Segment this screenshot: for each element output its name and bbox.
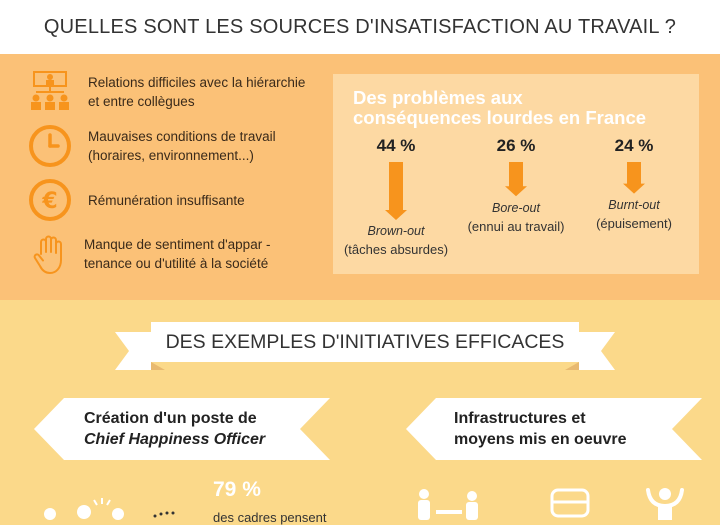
stats-title-line2: conséquences lourdes en France: [353, 107, 647, 128]
cheering-person-icon: [640, 486, 690, 520]
stat-burnt-out-arrow: [623, 162, 645, 194]
happy-people-icon: [36, 496, 146, 520]
stat-brown-out-pct: 44 %: [376, 136, 416, 155]
stat-brown-out: [341, 136, 451, 257]
dotted-arrow-icon: [152, 508, 182, 520]
stat-bore-out-sub: (ennui au travail): [467, 219, 565, 234]
banner-left-line2: Chief Happiness Officer: [84, 431, 266, 448]
bottom-pct: 79 %: [213, 478, 261, 501]
reason-salary: [28, 178, 245, 222]
hierarchy-people-icon: [28, 70, 72, 114]
sofa-icon: [550, 488, 590, 520]
raised-hand-icon: [28, 232, 72, 276]
stat-burnt-out: [579, 136, 689, 231]
stat-brown-out-arrow: [385, 162, 407, 220]
stat-burnt-out-pct: 24 %: [614, 136, 654, 155]
stat-burnt-out-sub: (épuisement): [596, 216, 672, 231]
svg-text:€: €: [42, 189, 58, 214]
banner-left-line1: Création d'un poste de: [84, 410, 257, 427]
meeting-people-icon: [410, 488, 490, 520]
reason-belonging-line2: tenance ou d'utilité à la société: [84, 256, 269, 271]
stat-bore-out-arrow-shape: [505, 162, 527, 196]
banner-chief-happiness: [34, 398, 330, 460]
stats-title-line1: Des problèmes aux: [353, 87, 523, 108]
reason-hierarchy-line2: et entre collègues: [88, 94, 195, 109]
stat-bore-out: [461, 136, 571, 234]
reason-hierarchy: [28, 70, 305, 114]
euro-icon: [28, 178, 72, 222]
stat-burnt-out-arrow-shape: [623, 162, 645, 194]
reason-belonging-line1: Manque de sentiment d'appar -: [84, 237, 271, 252]
banner-right-line1: Infrastructures et: [454, 410, 586, 427]
stats-box: [333, 74, 699, 274]
stat-brown-out-label: Brown-out: [367, 224, 425, 238]
stat-bore-out-pct: 26 %: [496, 136, 536, 155]
reason-conditions: [28, 124, 276, 168]
banner-right-line2: moyens mis en oeuvre: [454, 431, 627, 448]
reason-conditions-line1: Mauvaises conditions de travail: [88, 129, 276, 144]
page-title: QUELLES SONT LES SOURCES D'INSATISFACTION AU TRAVAIL ?: [43, 15, 677, 38]
bottom-sub: des cadres pensent: [213, 510, 327, 525]
reason-belonging: [28, 232, 270, 276]
banner-left-text: [34, 398, 330, 460]
reason-hierarchy-line1: Relations difficiles avec la hiérarchie: [88, 75, 306, 90]
stat-brown-out-sub: (tâches absurdes): [343, 242, 449, 257]
examples-ribbon: [115, 318, 615, 374]
stat-bore-out-label: Bore-out: [492, 201, 540, 215]
banner-right-text: [406, 398, 702, 460]
reason-conditions-line2: (horaires, environnement...): [88, 148, 254, 163]
stats-title: [353, 88, 683, 128]
page-header: [0, 0, 720, 54]
stat-burnt-out-label: Burnt-out: [608, 198, 660, 212]
stat-bore-out-arrow: [505, 162, 527, 197]
stat-brown-out-arrow-shape: [385, 162, 407, 220]
banner-infrastructures: [406, 398, 702, 460]
clock-icon: [28, 124, 72, 168]
reason-salary-line1: Rémunération insuffisante: [88, 192, 245, 208]
ribbon-title: DES EXEMPLES D'INITIATIVES EFFICACES: [165, 330, 565, 353]
